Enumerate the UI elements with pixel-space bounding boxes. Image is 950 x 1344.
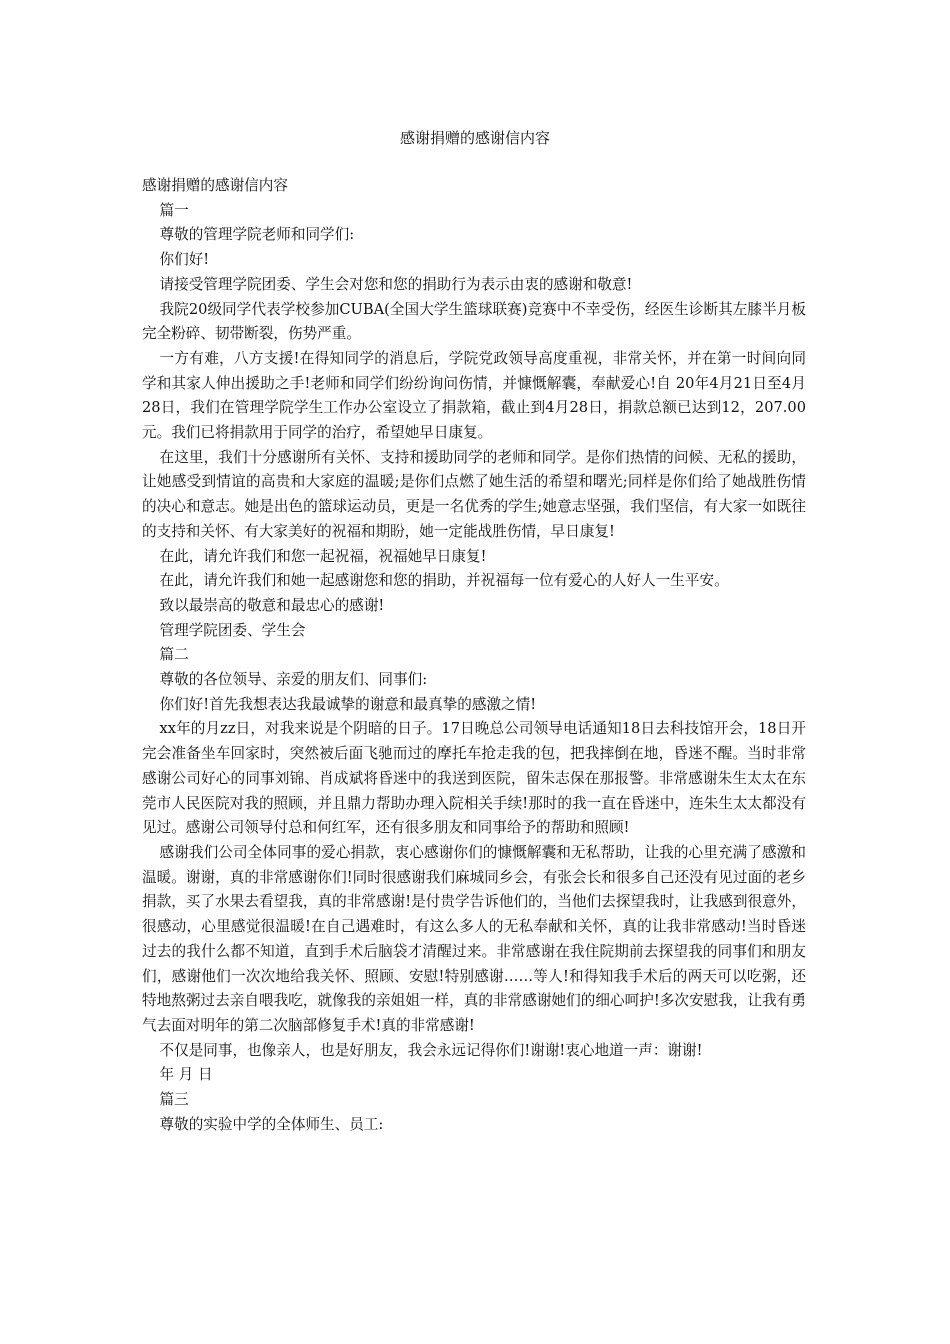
salutation: 尊敬的管理学院老师和同学们: [159,226,355,244]
paragraph: 在此，请允许我们和她一起感谢您和您的捐助，并祝福每一位有爱心的人好人一生平安。 [159,572,729,590]
paragraph: 请接受管理学院团委、学生会对您和您的捐助行为表示由衷的感谢和敬意! [159,275,633,293]
document-heading: 感谢捐赠的感谢信内容 [142,177,288,194]
paragraph: 一方有难，八方支援!在得知同学的消息后，学院党政领导高度重视，非常关怀，并在第一时间向同学和其家人伸出援助之手!老师和同学们纷纷询问伤情，并慷慨解囊，奉献爱心!自 20年4月21日至4月28日，我们在管理学院学生工作办公室设立了捐款箱，截止到4月28日，捐款总额已达到12，207.00元。我们已将捐款用于同学的治疗，希望她早日康复。 [142,349,806,442]
greeting: 你们好! [159,251,210,269]
paragraph: 在这里，我们十分感谢所有关怀、支持和援助同学的老师和同学。是你们热情的问候、无私的援助，让她感受到情谊的高贵和大家庭的温暖;是你们点燃了她生活的希望和曙光;同样是你们给了她战胜伤情的决心和意志。她是出色的篮球运动员，更是一名优秀的学生;她意志坚强，我们坚信，有大家一如既往的支持和关怀、有大家美好的祝福和期盼，她一定能战胜伤情，早日康复! [142,448,806,540]
paragraph: 感谢我们公司全体同事的爱心捐款，衷心感谢你们的慷慨解囊和无私帮助，让我的心里充满了感激和温暖。谢谢，真的非常感谢你们!同时很感谢我们麻城同乡会，有张会长和很多自己还没有见过面的老乡捐款，买了水果去看望我，真的非常感谢!是付贵学告诉他们的，当他们去探望我时，让我感到很意外，很感动，心里感觉很温暖!在自己遇难时，有这么多人的无私奉献和关怀，真的让我非常感动!当时昏迷过去的我什么都不知道，直到手术后脑袋才清醒过来。非常感谢在我住院期前去探望我的同事们和朋友们，感谢他们一次次地给我关怀、照顾、安慰!特别感谢……等人!和得知我手术后的两天可以吃粥，还特地熬粥过去亲自喂我吃，就像我的亲姐姐一样，真的非常感谢她们的细心呵护!多次安慰我，让我有勇气去面对明年的第二次脑部修复手术!真的非常感谢! [142,843,806,1034]
signature: 管理学院团委、学生会 [159,621,306,639]
section-heading: 篇一 [159,201,189,219]
letter-body [142,174,806,1137]
section-heading: 篇二 [159,646,189,664]
salutation: 尊敬的实验中学的全体师生、员工: [159,1115,384,1133]
greeting: 你们好!首先我想表达我最诚挚的谢意和最真挚的感激之情! [159,695,537,713]
paragraph: 在此，请允许我们和您一起祝福，祝福她早日康复! [159,547,487,565]
salutation: 尊敬的各位领导、亲爱的朋友们、同事们: [159,671,428,689]
date-line: 年 月 日 [159,1066,213,1084]
paragraph: 我院20级同学代表学校参加CUBA(全国大学生篮球联赛)竞赛中不幸受伤，经医生诊断其左膝半月板完全粉碎、韧带断裂，伤势严重。 [142,300,806,343]
page-title: 感谢捐赠的感谢信内容 [399,129,550,147]
closing: 致以最崇高的敬意和最忠心的感谢! [159,596,385,614]
closing: 不仅是同事，也像亲人，也是好朋友，我会永远记得你们!谢谢!衷心地道一声：谢谢! [159,1041,703,1059]
section-heading: 篇三 [159,1091,189,1109]
paragraph: xx年的月zz日，对我来说是个阴暗的日子。17日晚总公司领导电话通知18日去科技馆开会，18日开完会准备坐车回家时，突然被后面飞驰而过的摩托车抢走我的包，把我摔倒在地，昏迷不醒。当时非常感谢公司好心的同事刘锦、肖成斌将昏迷中的我送到医院，留朱志保在那报警。非常感谢朱生太太在东莞市人民医院对我的照顾，并且鼎力帮助办理入院相关手续!那时的我一直在昏迷中，连朱生太太都没有见过。感谢公司领导付总和何红军，还有很多朋友和同事给予的帮助和照顾! [142,720,806,837]
